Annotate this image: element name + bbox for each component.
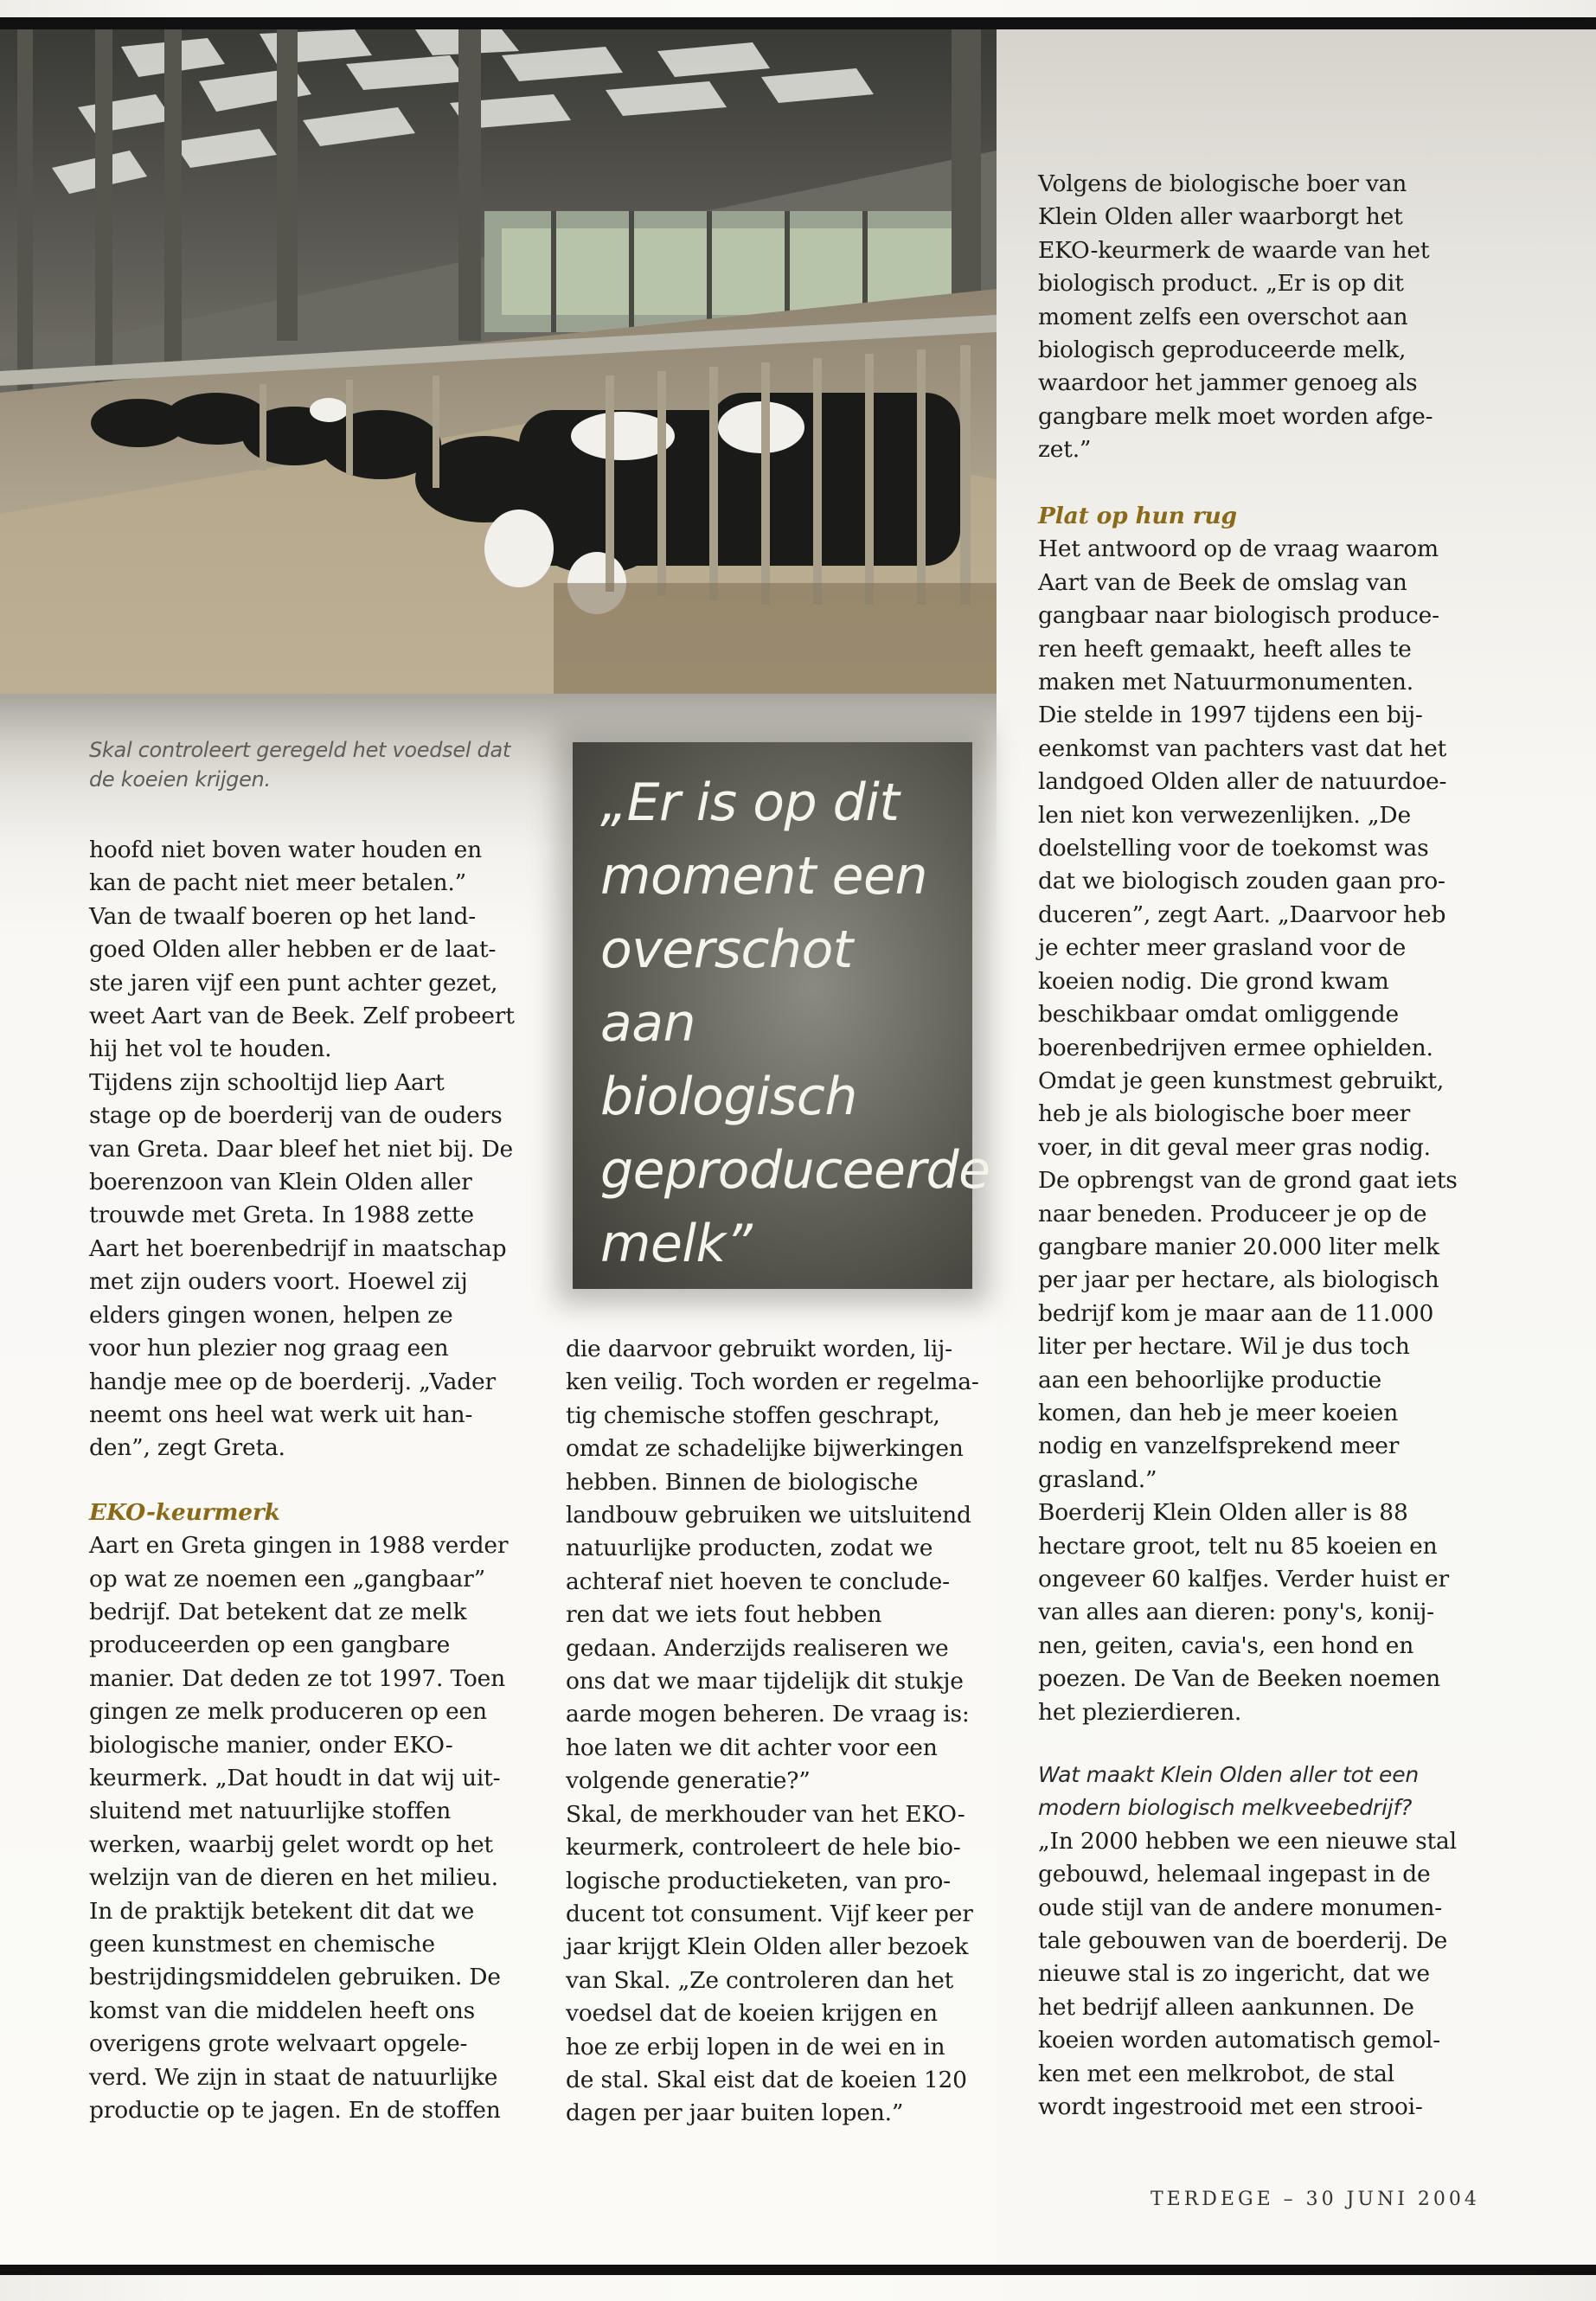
text-line: voedsel dat de koeien krijgen en [566, 2000, 938, 2028]
text-line: maken met Natuurmonumenten. [1038, 669, 1413, 696]
text-line: landgoed Olden aller de natuurdoe- [1038, 768, 1447, 796]
text-line: hebben. Binnen de biologische [566, 1468, 919, 1496]
page-footer: TERDEGE – 30 JUNI 2004 [1151, 2189, 1480, 2210]
text-line: werken, waarbij gelet wordt op het [89, 1830, 493, 1858]
column-middle [566, 1333, 979, 2131]
text-line: biologische manier, onder EKO- [89, 1731, 453, 1759]
text-line: gangbare manier 20.000 liter melk [1038, 1233, 1439, 1260]
text-line: bedrijf. Dat betekent dat ze melk [89, 1598, 467, 1625]
subheading-question: Wat maakt Klein Olden aller tot een [1038, 1762, 1420, 1788]
text-line: op wat ze noemen een „gangbaar” [89, 1565, 485, 1593]
text-line: ste jaren vijf een punt achter gezet, [89, 969, 498, 997]
section-heading-eko: EKO-keurmerk [89, 1498, 280, 1526]
text-line: Het antwoord op de vraag waarom [1038, 535, 1439, 563]
text-line: stage op de boerderij van de ouders [89, 1102, 503, 1130]
text-line: omdat ze schadelijke bijwerkingen [566, 1435, 964, 1463]
text-line: volgende generatie?” [566, 1767, 811, 1795]
text-line: Boerderij Klein Olden aller is 88 [1038, 1499, 1408, 1527]
text-line: kan de pacht niet meer betalen.” [89, 869, 466, 897]
bottom-border [0, 2265, 1596, 2275]
text-line: EKO-keurmerk de waarde van het [1038, 236, 1430, 264]
text-line: doelstelling voor de toekomst was [1038, 835, 1429, 862]
text-line: boerenzoon van Klein Olden aller [89, 1169, 472, 1196]
text-line: komst van die middelen heeft ons [89, 1997, 476, 2024]
text-line: Skal, de merkhouder van het EKO- [566, 1800, 965, 1828]
text-line: grasland.” [1038, 1465, 1157, 1493]
text-line: hoe ze erbij lopen in de wei en in [566, 2033, 945, 2061]
text-line: nodig en vanzelfsprekend meer [1038, 1433, 1400, 1460]
text-line: hoe laten we dit achter voor een [566, 1734, 938, 1761]
text-line: van alles aan dieren: pony's, konij- [1038, 1599, 1434, 1626]
text-line: dagen per jaar buiten lopen.” [566, 2099, 904, 2127]
text-line: sluitend met natuurlijke stoffen [89, 1798, 452, 1825]
text-line: tale gebouwen van de boerderij. De [1038, 1927, 1448, 1955]
pull-quote-box [573, 742, 990, 1289]
text-line: manier. Dat deden ze tot 1997. Toen [89, 1664, 506, 1692]
text-line: productie op te jagen. En de stoffen [89, 2097, 501, 2125]
text-line: het plezierdieren. [1038, 1698, 1242, 1726]
text-line: hoofd niet boven water houden en [89, 836, 483, 863]
text-line: handje mee op de boerderij. „Vader [89, 1368, 496, 1395]
text-line: per jaar per hectare, als biologisch [1038, 1266, 1439, 1294]
text-line: nen, geiten, cavia's, een hond en [1038, 1631, 1414, 1659]
text-line: jaar krijgt Klein Olden aller bezoek [566, 1933, 969, 1961]
text-line: duceren”, zegt Aart. „Daarvoor heb [1038, 901, 1446, 928]
text-line: landbouw gebruiken we uitsluitend [566, 1502, 971, 1529]
text-line: Omdat je geen kunstmest gebruikt, [1038, 1067, 1445, 1094]
column-left [89, 834, 539, 2127]
text-line: ren dat we iets fout hebben [566, 1601, 882, 1629]
text-line: Aart van de Beek de omslag van [1038, 568, 1407, 596]
text-line: biologisch geproduceerde melk, [1038, 336, 1407, 364]
text-line: moment zelfs een overschot aan [1038, 303, 1408, 330]
text-line: welzijn van de dieren en het milieu. [89, 1864, 498, 1892]
column-right-intro [1038, 168, 1471, 467]
cows-barn-image [0, 29, 997, 694]
text-line: liter per hectare. Wil je dus toch [1038, 1333, 1410, 1361]
top-border [0, 17, 1596, 29]
text-line: hectare groot, telt nu 85 koeien en [1038, 1532, 1438, 1560]
text-line: den”, zegt Greta. [89, 1434, 285, 1462]
text-line: oude stijl van de andere monumen- [1038, 1894, 1442, 1921]
text-line: voer, in dit geval meer gras nodig. [1038, 1133, 1431, 1161]
text-line: geen kunstmest en chemische [89, 1931, 435, 1958]
text-line: biologisch product. „Er is op dit [1038, 270, 1404, 298]
text-line: poezen. De Van de Beeken noemen [1038, 1665, 1441, 1693]
text-line: tig chemische stoffen geschrapt, [566, 1401, 940, 1429]
text-line: nieuwe stal is zo ingericht, dat we [1038, 1960, 1430, 1988]
text-line: gedaan. Anderzijds realiseren we [566, 1634, 949, 1662]
text-line: zet.” [1038, 436, 1092, 464]
text-line: overigens grote welvaart opgele- [89, 2030, 468, 2058]
text-line: van Greta. Daar bleef het niet bij. De [89, 1135, 513, 1163]
text-line: beschikbaar omdat omliggende [1038, 1001, 1400, 1029]
text-line: ken veilig. Toch worden er regelma- [566, 1368, 979, 1396]
text-line: ongeveer 60 kalfjes. Verder huist er [1038, 1566, 1449, 1593]
text-line: die daarvoor gebruikt worden, lij- [566, 1336, 952, 1362]
text-line: verd. We zijn in staat de natuurlijke [89, 2063, 498, 2091]
text-line: Aart en Greta gingen in 1988 verder [89, 1532, 509, 1560]
text-line: trouwde met Greta. In 1988 zette [89, 1202, 474, 1229]
text-line: dat we biologisch zouden gaan pro- [1038, 868, 1445, 895]
text-line: Tijdens zijn schooltijd liep Aart [89, 1068, 445, 1096]
text-line: hij het vol te houden. [89, 1035, 332, 1063]
text-line: Van de twaalf boeren op het land- [89, 902, 476, 930]
text-line: gangbaar naar biologisch produce- [1038, 602, 1439, 630]
text-line: Klein Olden aller waarborgt het [1038, 203, 1403, 231]
text-line: komen, dan heb je meer koeien [1038, 1399, 1399, 1426]
text-line: gangbare melk moet worden afge- [1038, 402, 1433, 430]
text-line: Volgens de biologische boer van [1038, 170, 1407, 197]
text-line: waardoor het jammer genoeg als [1038, 369, 1418, 397]
text-line: voor hun plezier nog graag een [89, 1335, 449, 1362]
text-line: boerenbedrijven ermee ophielden. [1038, 1034, 1433, 1061]
text-line: aarde mogen beheren. De vraag is: [566, 1701, 970, 1728]
text-line: koeien worden automatisch gemol- [1038, 2027, 1440, 2054]
text-line: gingen ze melk produceren op een [89, 1698, 487, 1726]
text-line: ken met een melkrobot, de stal [1038, 2060, 1394, 2087]
barn-photo [0, 29, 997, 694]
text-line: produceerden op een gangbare [89, 1631, 451, 1659]
text-line: aan een behoorlijke productie [1038, 1366, 1382, 1394]
text-line: ducent tot consument. Vijf keer per [566, 1900, 973, 1927]
column-right [1038, 500, 1471, 2125]
text-line: goed Olden aller hebben er de laat- [89, 936, 497, 964]
text-line: koeien nodig. Die grond kwam [1038, 967, 1389, 995]
text-line: logische productieketen, van pro- [566, 1867, 951, 1894]
text-line: Die stelde in 1997 tijdens een bij- [1038, 702, 1423, 729]
text-line: heb je als biologische boer meer [1038, 1100, 1411, 1128]
text-line: met zijn ouders voort. Hoewel zij [89, 1268, 468, 1296]
text-line: keurmerk, controleert de hele bio- [566, 1834, 961, 1862]
text-line: neemt ons heel wat werk uit han- [89, 1400, 473, 1428]
text-line: De opbrengst van de grond gaat iets [1038, 1167, 1458, 1195]
text-line: ren heeft gemaakt, heeft alles te [1038, 635, 1412, 663]
text-line: eenkomst van pachters vast dat het [1038, 734, 1447, 762]
text-line: bedrijf kom je maar aan de 11.000 [1038, 1299, 1434, 1327]
text-line: keurmerk. „Dat houdt in dat wij uit- [89, 1764, 501, 1791]
text-line: achteraf niet hoeven te conclude- [566, 1567, 950, 1595]
text-line: natuurlijke producten, zodat we [566, 1535, 933, 1562]
text-line: len niet kon verwezenlijken. „De [1038, 801, 1411, 829]
text-line: Aart het boerenbedrijf in maatschap [89, 1234, 507, 1262]
text-line: „In 2000 hebben we een nieuwe stal [1038, 1827, 1457, 1855]
pull-quote: „Er is op dit moment een overschot aan biologisch geproduceerde melk” [600, 772, 990, 1274]
text-line: van Skal. „Ze controleren dan het [566, 1966, 954, 1994]
text-line: je echter meer grasland voor de [1038, 934, 1407, 962]
text-line: bestrijdingsmiddelen gebruiken. De [89, 1964, 501, 1991]
text-line: wordt ingestrooid met een strooi- [1038, 2093, 1423, 2121]
text-line: elders gingen wonen, helpen ze [89, 1301, 453, 1329]
text-line: de stal. Skal eist dat de koeien 120 [566, 2066, 967, 2093]
text-line: naar beneden. Produceer je op de [1038, 1200, 1427, 1227]
text-line: ons dat we maar tijdelijk dit stukje [566, 1668, 964, 1695]
text-line: weet Aart van de Beek. Zelf probeert [89, 1003, 515, 1030]
section-heading-plat: Plat op hun rug [1038, 503, 1237, 529]
text-line: het bedrijf alleen aankunnen. De [1038, 1993, 1414, 2021]
photo-caption: Skal controleert geregeld het voedsel dat de koeien krijgen. [89, 738, 510, 792]
subheading-question-line: modern biologisch melkveebedrijf? [1038, 1795, 1413, 1821]
text-line: gebouwd, helemaal ingepast in de [1038, 1861, 1431, 1888]
text-line: In de praktijk betekent dit dat we [89, 1897, 475, 1925]
